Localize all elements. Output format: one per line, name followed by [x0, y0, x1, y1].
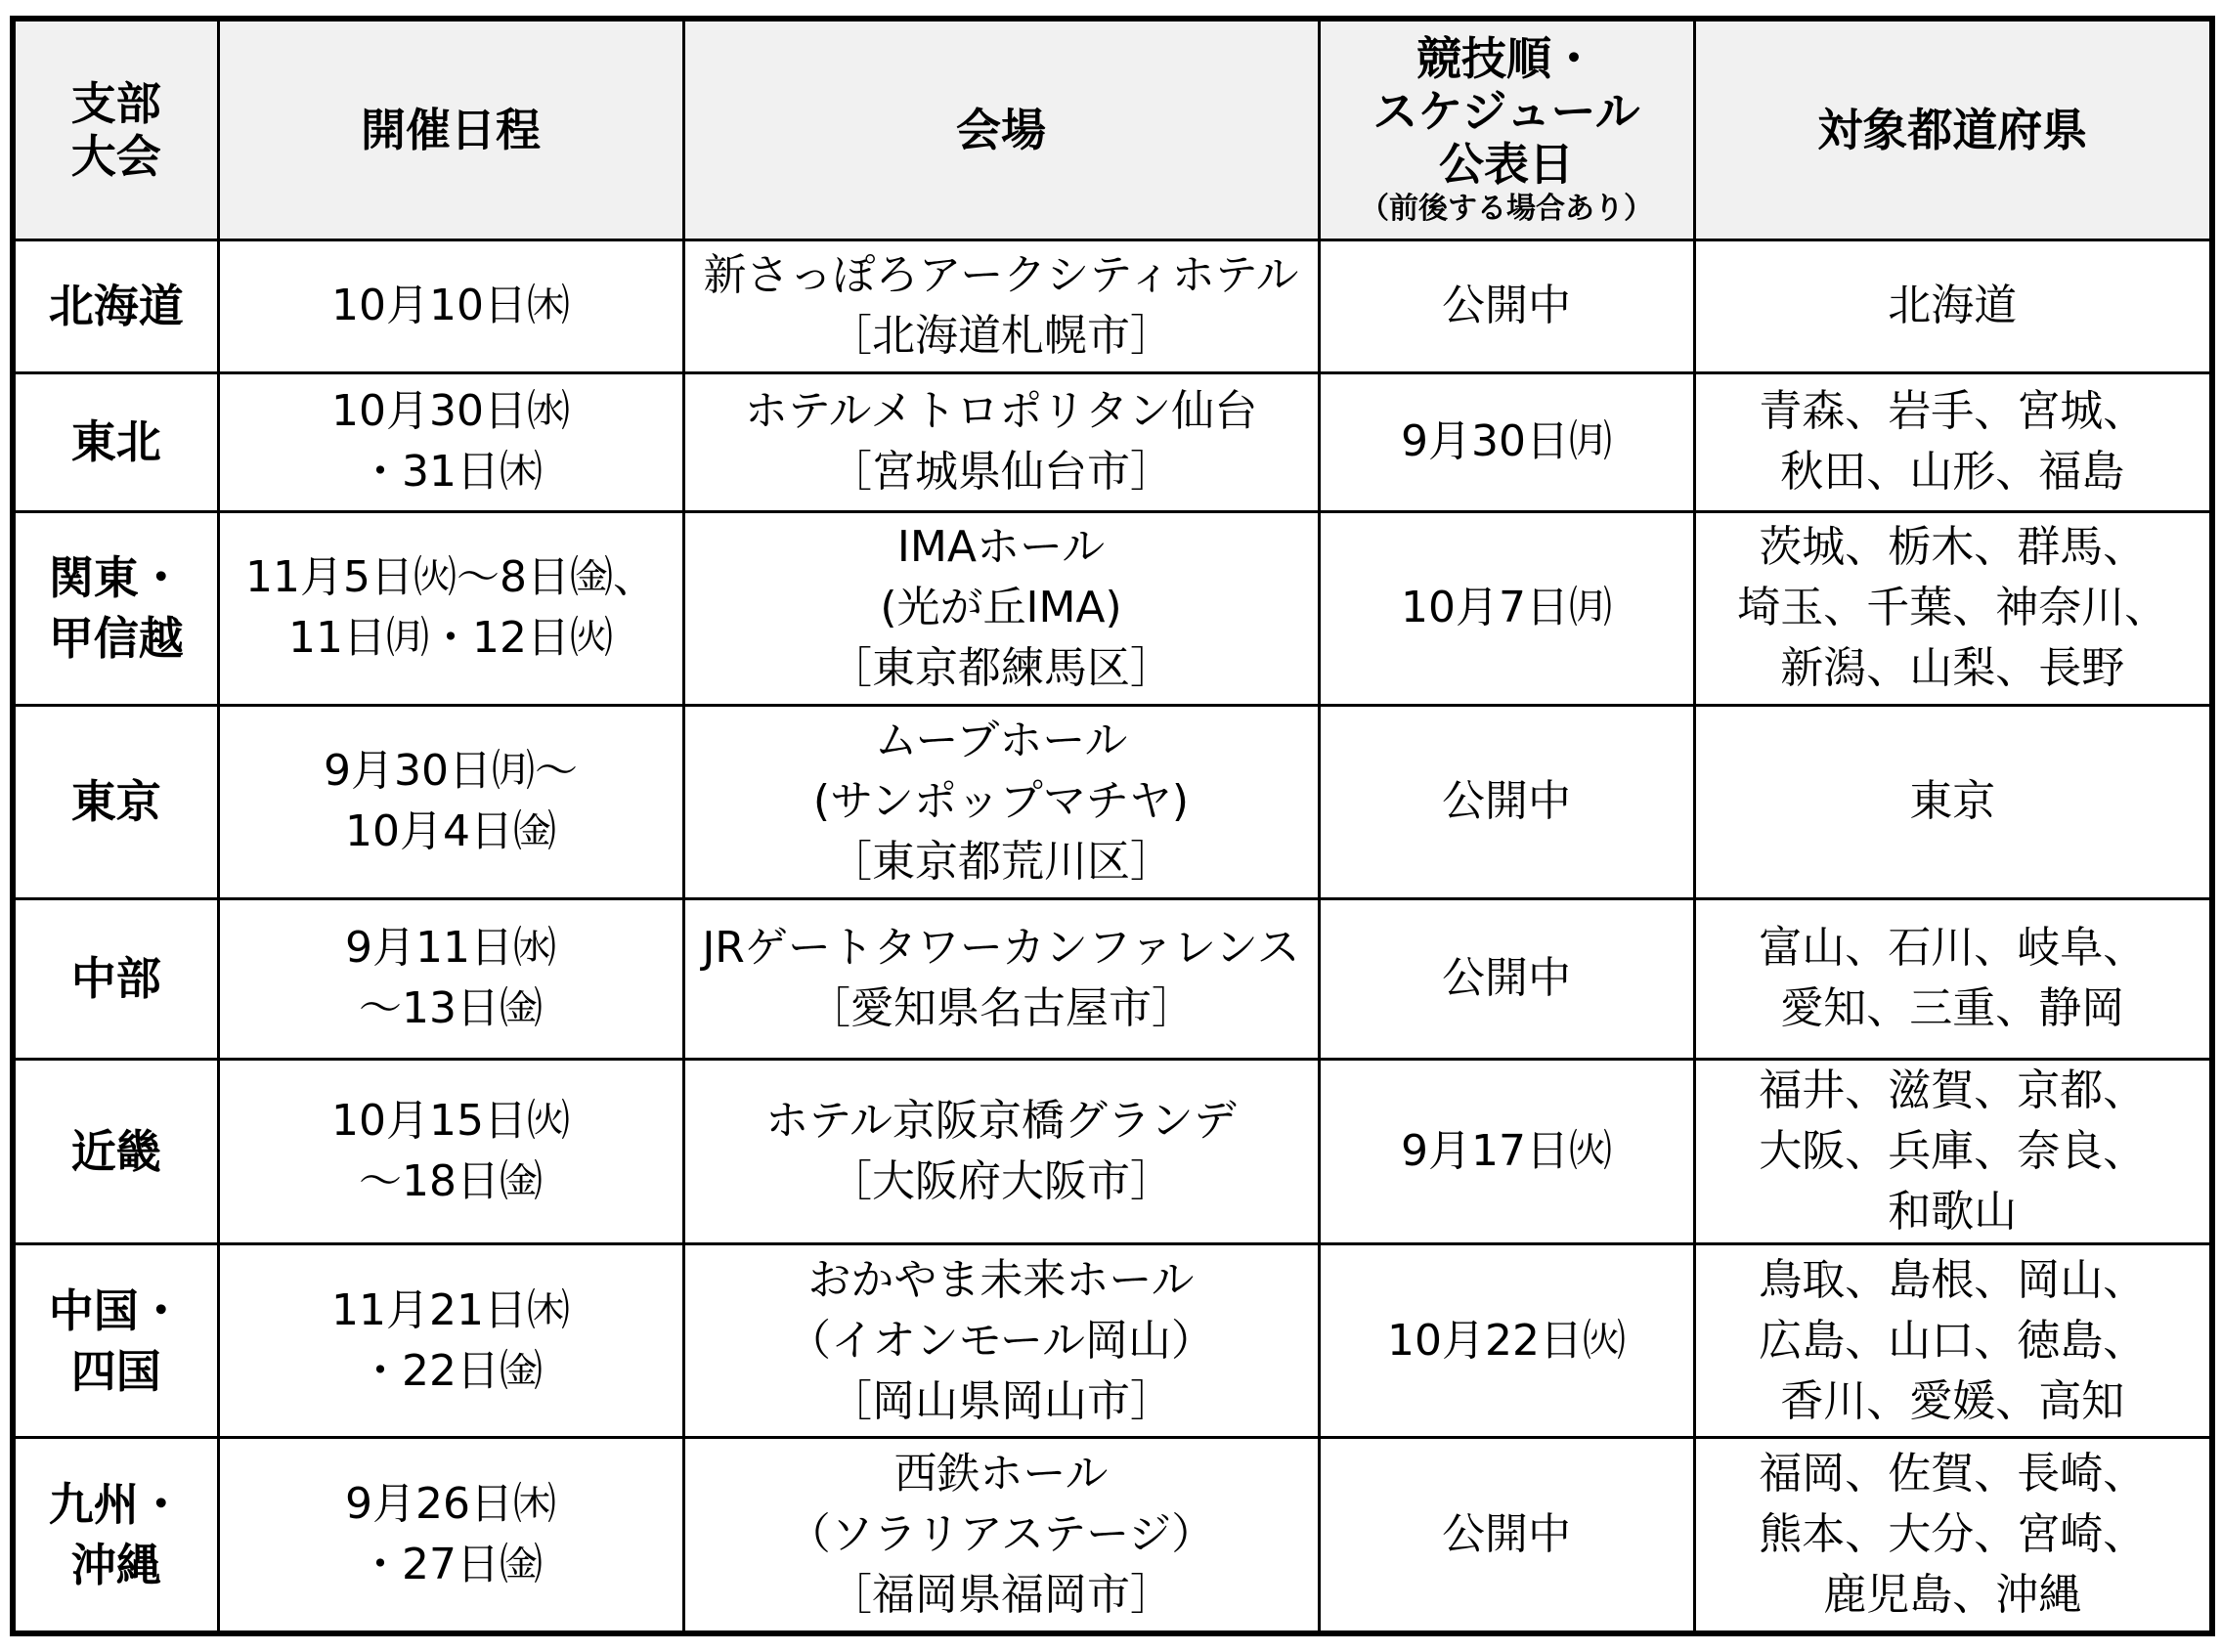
prefectures-cell-line: 和歌山	[1888, 1187, 2018, 1238]
prefectures-cell	[1694, 898, 2212, 1059]
branch-cell-line: 中部	[70, 952, 161, 1006]
prefectures-cell	[1694, 1438, 2212, 1633]
prefectures-cell-line: 愛知、三重、静岡	[1780, 983, 2125, 1034]
header-branch	[13, 19, 218, 239]
prefectures-cell-line: 新潟、山梨、長野	[1780, 643, 2125, 694]
publication-cell: 公開中	[1319, 1438, 1694, 1633]
table-row	[13, 1060, 2212, 1244]
publication-cell: 9月30日㈪	[1319, 372, 1694, 511]
venue-cell	[683, 898, 1319, 1059]
branch-cell-line: 沖縄	[70, 1539, 161, 1592]
prefectures-cell-line: 大阪、兵庫、奈良、	[1759, 1126, 2147, 1177]
dates-cell-line: ・31日㈭	[359, 447, 543, 498]
venue-cell	[683, 1060, 1319, 1244]
venue-cell	[683, 372, 1319, 511]
publication-cell: 10月7日㈪	[1319, 511, 1694, 705]
dates-cell-line: 10月30日㈬	[331, 386, 570, 437]
venue-cell-line: ［東京都練馬区］	[829, 643, 1173, 694]
venue-cell-line: ［東京都荒川区］	[829, 837, 1173, 888]
branch-cell	[13, 1438, 218, 1633]
prefectures-cell	[1694, 372, 2212, 511]
prefectures-cell-line: 福岡、佐賀、長崎、	[1759, 1449, 2147, 1500]
prefectures-cell-line: 秋田、山形、福島	[1780, 447, 2125, 498]
venue-cell-line: ［宮城県仙台市］	[829, 447, 1173, 498]
header-row	[13, 19, 2212, 239]
dates-cell-line: 11月5日㈫〜8日㈮、	[245, 552, 656, 603]
prefectures-cell-line: 埼玉、千葉、神奈川、	[1737, 583, 2168, 633]
dates-cell-line: 〜13日㈮	[359, 983, 543, 1034]
header-branch-line-1: 支部	[70, 76, 161, 130]
venue-cell-line: ［岡山県岡山市］	[829, 1375, 1173, 1426]
branch-cell	[13, 511, 218, 705]
branch-cell-line: 中国・	[48, 1283, 184, 1337]
branch-cell	[13, 1060, 218, 1244]
prefectures-cell-line: 福井、滋賀、京都、	[1759, 1065, 2147, 1116]
venue-cell	[683, 705, 1319, 898]
publication-cell: 9月17日㈫	[1319, 1060, 1694, 1244]
prefectures-cell-line: 富山、石川、岐阜、	[1759, 923, 2147, 974]
header-dates: 開催日程	[218, 19, 683, 239]
venue-cell-line: (サンポップマチヤ)	[812, 776, 1190, 827]
prefectures-cell-line: 香川、愛媛、高知	[1780, 1375, 2125, 1426]
publication-cell: 10月22日㈫	[1319, 1244, 1694, 1438]
dates-cell	[218, 372, 683, 511]
table-row	[13, 705, 2212, 898]
dates-cell-line: 10月10日㈭	[331, 281, 570, 331]
dates-cell-line: 11日㈪・12日㈫	[288, 613, 613, 664]
venue-cell	[683, 1244, 1319, 1438]
venue-cell-line: ムーブホール	[874, 716, 1128, 766]
dates-cell-line: ・27日㈮	[359, 1540, 543, 1590]
prefectures-cell-line: 広島、山口、徳島、	[1759, 1315, 2147, 1366]
dates-cell-line: 10月15日㈫	[331, 1096, 570, 1147]
dates-cell	[218, 1060, 683, 1244]
venue-cell-line: ［北海道札幌市］	[829, 311, 1173, 362]
venue-cell-line: （ソラリアステージ）	[787, 1509, 1215, 1560]
prefectures-cell-line: 北海道	[1888, 281, 2018, 331]
branch-cell-line: 甲信越	[48, 612, 184, 666]
table-row	[13, 372, 2212, 511]
branch-cell-line: 関東・	[48, 551, 184, 605]
venue-cell-line: 新さっぽろアークシティホテル	[703, 250, 1299, 301]
venue-cell	[683, 1438, 1319, 1633]
table-row	[13, 1244, 2212, 1438]
venue-cell-line: （イオンモール岡山）	[787, 1315, 1215, 1366]
table-row	[13, 239, 2212, 372]
prefectures-cell-line: 青森、岩手、宮城、	[1759, 386, 2147, 437]
venue-cell-line: ホテルメトロポリタン仙台	[744, 386, 1258, 437]
branch-cell-line: 北海道	[48, 280, 184, 333]
branch-cell-line: 九州・	[48, 1478, 184, 1532]
branch-cell-line: 東北	[70, 415, 161, 469]
branch-cell	[13, 898, 218, 1059]
dates-cell	[218, 1438, 683, 1633]
dates-cell-line: 〜18日㈮	[359, 1156, 543, 1207]
dates-cell	[218, 239, 683, 372]
table-body	[13, 239, 2212, 1633]
venue-cell-line: (光が丘IMA)	[880, 583, 1122, 633]
branch-cell	[13, 372, 218, 511]
prefectures-cell	[1694, 239, 2212, 372]
branch-cell-line: 四国	[70, 1344, 161, 1398]
header-publication-note: （前後する場合あり）	[1360, 191, 1653, 226]
dates-cell	[218, 511, 683, 705]
dates-cell-line: 11月21日㈭	[331, 1284, 570, 1335]
venue-cell	[683, 239, 1319, 372]
table-row	[13, 511, 2212, 705]
prefectures-cell	[1694, 1244, 2212, 1438]
branch-cell-line: 東京	[70, 775, 161, 829]
table-row	[13, 898, 2212, 1059]
prefectures-cell-line: 東京	[1909, 776, 1996, 827]
publication-cell: 公開中	[1319, 239, 1694, 372]
header-branch-line-2: 大会	[70, 129, 161, 183]
header-publication-line-1: 競技順・	[1416, 31, 1596, 85]
table-header	[13, 19, 2212, 239]
dates-cell-line: 10月4日㈮	[345, 806, 556, 857]
venue-cell	[683, 511, 1319, 705]
venue-cell-line: 西鉄ホール	[893, 1449, 1109, 1500]
publication-cell: 公開中	[1319, 898, 1694, 1059]
dates-cell-line: 9月30日㈪〜	[324, 746, 578, 797]
dates-cell-line: 9月11日㈬	[345, 923, 556, 974]
venue-cell-line: ホテル京阪京橋グランデ	[765, 1096, 1237, 1147]
prefectures-cell	[1694, 511, 2212, 705]
publication-cell: 公開中	[1319, 705, 1694, 898]
tournament-schedule-table	[10, 16, 2215, 1636]
prefectures-cell-line: 茨城、栃木、群馬、	[1759, 522, 2147, 573]
prefectures-cell-line: 熊本、大分、宮崎、	[1759, 1509, 2147, 1560]
branch-cell	[13, 705, 218, 898]
branch-cell	[13, 239, 218, 372]
venue-cell-line: IMAホール	[896, 522, 1106, 573]
branch-cell	[13, 1244, 218, 1438]
table-row	[13, 1438, 2212, 1633]
header-publication-line-3: 公表日	[1439, 137, 1574, 191]
dates-cell-line: 9月26日㈭	[345, 1479, 556, 1530]
venue-cell-line: ［福岡県福岡市］	[829, 1570, 1173, 1621]
prefectures-cell	[1694, 1060, 2212, 1244]
venue-cell-line: JRゲートタワーカンファレンス	[702, 923, 1300, 974]
prefectures-cell	[1694, 705, 2212, 898]
dates-cell	[218, 705, 683, 898]
venue-cell-line: おかやま未来ホール	[807, 1254, 1195, 1305]
header-prefectures: 対象都道府県	[1694, 19, 2212, 239]
venue-cell-line: ［大阪府大阪市］	[829, 1156, 1173, 1207]
header-publication-line-2: スケジュール	[1372, 84, 1640, 138]
dates-cell-line: ・22日㈮	[359, 1345, 543, 1396]
branch-cell-line: 近畿	[70, 1125, 161, 1179]
dates-cell	[218, 1244, 683, 1438]
venue-cell-line: ［愛知県名古屋市］	[807, 983, 1195, 1034]
dates-cell	[218, 898, 683, 1059]
prefectures-cell-line: 鹿児島、沖縄	[1823, 1570, 2082, 1621]
prefectures-cell-line: 鳥取、島根、岡山、	[1759, 1254, 2147, 1305]
header-publication	[1319, 19, 1694, 239]
header-venue: 会場	[683, 19, 1319, 239]
